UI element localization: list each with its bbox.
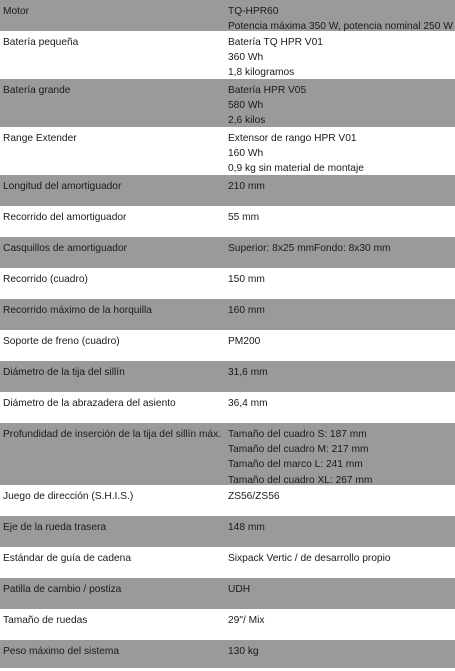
- spec-label: Patilla de cambio / postiza: [3, 584, 122, 595]
- spec-row: [0, 609, 455, 640]
- spec-value: [228, 551, 455, 566]
- spec-value: [228, 520, 455, 535]
- spec-row: [0, 79, 455, 127]
- spec-value: [228, 334, 455, 349]
- spec-value: [228, 4, 455, 34]
- spec-label: Peso máximo del sistema: [3, 646, 120, 657]
- spec-value-line: 0,9 kg sin material de montaje: [228, 163, 364, 175]
- spec-row: [0, 361, 455, 392]
- spec-value: [228, 272, 455, 287]
- spec-label: Recorrido máximo de la horquilla: [3, 305, 152, 316]
- spec-row: [0, 0, 455, 31]
- spec-value-line: 29"/ Mix: [228, 615, 265, 626]
- spec-label: Diámetro de la tija del sillín: [3, 367, 125, 378]
- spec-label: Range Extender: [3, 133, 77, 144]
- spec-value-line: Batería TQ HPR V01: [228, 37, 323, 48]
- spec-row: [0, 392, 455, 423]
- spec-row: [0, 31, 455, 79]
- spec-label: Estándar de guía de cadena: [3, 553, 132, 564]
- spec-value: [228, 365, 455, 380]
- spec-label: Eje de la rueda trasera: [3, 522, 107, 533]
- spec-value-line: Potencia máxima 350 W, potencia nominal 250 W: [228, 21, 453, 33]
- spec-label: Motor: [3, 6, 30, 17]
- spec-value-line: 210 mm: [228, 181, 265, 192]
- spec-label: Tamaño de ruedas: [3, 615, 88, 626]
- spec-value-line: ZS56/ZS56: [228, 491, 280, 502]
- spec-value: [228, 427, 455, 488]
- spec-value: [228, 489, 455, 504]
- spec-value: [228, 131, 455, 177]
- spec-row: [0, 485, 455, 516]
- spec-value-line: Sixpack Vertic / de desarrollo propio: [228, 553, 391, 564]
- spec-value-line: Tamaño del cuadro XL: 267 mm: [228, 474, 373, 486]
- spec-value: [228, 644, 455, 659]
- spec-label: Longitud del amortiguador: [3, 181, 122, 192]
- spec-row: [0, 268, 455, 299]
- spec-row: [0, 578, 455, 609]
- spec-value-line: 130 kg: [228, 646, 259, 657]
- spec-value-line: 1,8 kilogramos: [228, 67, 295, 79]
- spec-value-line: 55 mm: [228, 212, 260, 223]
- spec-label: Batería pequeña: [3, 37, 79, 48]
- spec-label: Casquillos de amortiguador: [3, 243, 128, 254]
- spec-value-line: Extensor de rango HPR V01: [228, 133, 357, 144]
- spec-value-line: UDH: [228, 584, 251, 595]
- spec-value-line: 150 mm: [228, 274, 265, 285]
- spec-value: [228, 582, 455, 597]
- spec-value-line: 580 Wh: [228, 100, 264, 112]
- spec-value-line: PM200: [228, 336, 261, 347]
- spec-label: Diámetro de la abrazadera del asiento: [3, 398, 176, 409]
- spec-label: Soporte de freno (cuadro): [3, 336, 120, 347]
- spec-row: [0, 640, 455, 668]
- spec-value-line: 148 mm: [228, 522, 265, 533]
- spec-value-line: Tamaño del marco L: 241 mm: [228, 459, 363, 471]
- spec-value-line: TQ-HPR60: [228, 6, 279, 17]
- spec-value: [228, 83, 455, 129]
- spec-value: [228, 303, 455, 318]
- spec-row: [0, 516, 455, 547]
- spec-row: [0, 175, 455, 206]
- spec-row: [0, 547, 455, 578]
- spec-row: [0, 127, 455, 175]
- spec-row: [0, 237, 455, 268]
- spec-value: [228, 179, 455, 194]
- spec-value: [228, 396, 455, 411]
- spec-row: [0, 206, 455, 237]
- spec-value-line: Tamaño del cuadro M: 217 mm: [228, 444, 369, 456]
- spec-value-line: Batería HPR V05: [228, 85, 307, 96]
- spec-label: Recorrido del amortiguador: [3, 212, 127, 223]
- spec-value-line: 360 Wh: [228, 52, 264, 64]
- spec-value: [228, 241, 455, 256]
- spec-value-line: 160 mm: [228, 305, 265, 316]
- spec-value-line: Superior: 8x25 mmFondo: 8x30 mm: [228, 243, 391, 254]
- spec-value: [228, 210, 455, 225]
- spec-value-line: 160 Wh: [228, 148, 264, 160]
- spec-label: Profundidad de inserción de la tija del sillín máx.: [3, 429, 222, 440]
- spec-value-line: 31,6 mm: [228, 367, 268, 378]
- spec-label: Batería grande: [3, 85, 71, 96]
- spec-label: Juego de dirección (S.H.I.S.): [3, 491, 134, 502]
- spec-row: [0, 299, 455, 330]
- spec-row: [0, 423, 455, 485]
- spec-label: Recorrido (cuadro): [3, 274, 88, 285]
- spec-value-line: Tamaño del cuadro S: 187 mm: [228, 429, 367, 440]
- spec-value: [228, 35, 455, 81]
- spec-value: [228, 613, 455, 628]
- spec-value-line: 36,4 mm: [228, 398, 268, 409]
- spec-value-line: 2,6 kilos: [228, 115, 266, 127]
- spec-row: [0, 330, 455, 361]
